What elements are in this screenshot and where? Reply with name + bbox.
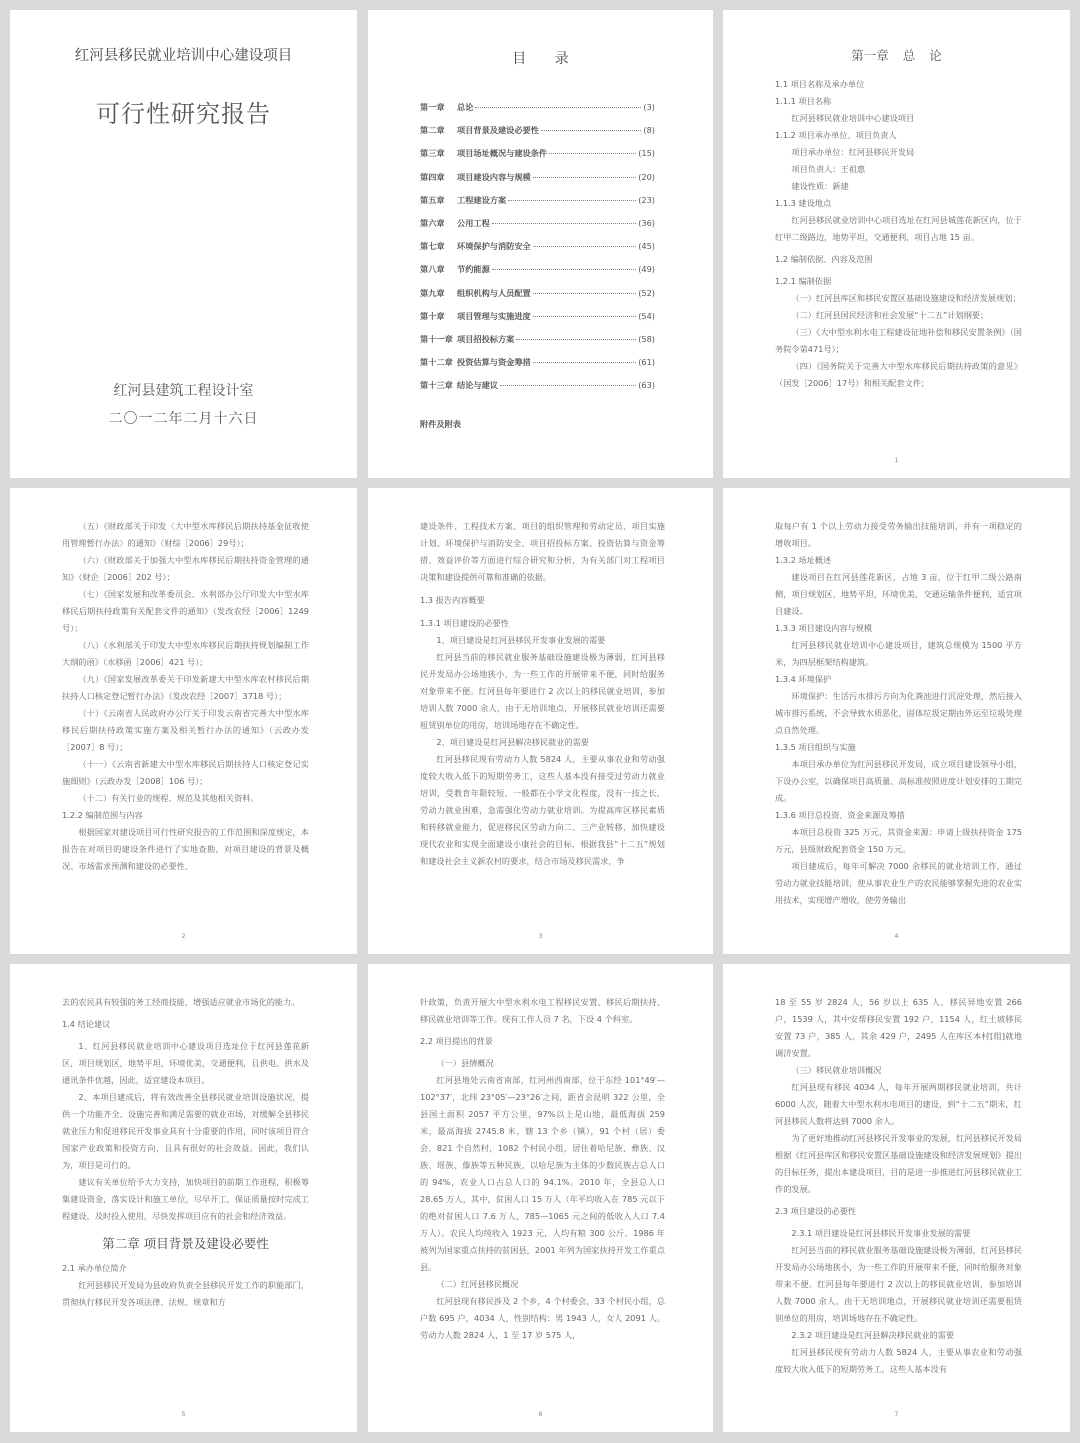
toc-leader-dots	[516, 339, 636, 340]
paragraph: 建设性质：新建	[791, 181, 849, 191]
toc-entry[interactable]	[420, 195, 655, 218]
toc-entry[interactable]	[420, 288, 655, 311]
paragraph: 建设项目在红河县莲花新区，占地 3 亩，位于红甲二级公路南侧，项目规划区，地势平坦，环境优美，交通运输条件便利，适宜项目建设。	[775, 572, 1022, 616]
paragraph: 1、项目建设是红河县移民开发事业发展的需要	[436, 635, 606, 645]
subsection-heading: 1.3.3 项目建设内容与规模	[775, 623, 873, 633]
toc-entry[interactable]	[420, 218, 655, 241]
page-number: 7	[894, 1410, 899, 1418]
toc-chapter-number: 第四章	[420, 171, 445, 182]
paragraph: 红河县移民就业培训中心建设项目，建筑总规模为 1500 平方米，为四层框架结构建筑。	[775, 640, 1022, 667]
page-number: 5	[181, 1410, 186, 1418]
page-body	[62, 994, 309, 1311]
page-number: 4	[894, 932, 899, 940]
toc-leader-dots	[500, 385, 636, 386]
paragraph: （五）《财政部关于印发〈大中型水库移民后期扶持基金征收使用管理暂行办法〉的通知》（财综［2006］29号）；	[62, 521, 309, 548]
paragraph: 为了更好地推动红河县移民开发事业的发展，红河县移民开发局根据《红河县库区和移民安置区基础设施建设和经济发展规划》提出的目标任务，提出本建设项目，目的是进一步推进红河县移民就业工作的发展。	[775, 1133, 1022, 1194]
subsection-heading: （三）移民就业培训概况	[791, 1065, 882, 1075]
toc-chapter-name: 投资估算与资金筹措	[457, 357, 531, 368]
page-body	[775, 76, 1022, 392]
toc-chapter-number: 第七章	[420, 241, 445, 252]
cover-title: 可行性研究报告	[96, 100, 271, 128]
toc-chapter-name: 环境保护与消防安全	[457, 241, 531, 252]
paragraph: 1、红河县移民就业培训中心建设项目选址位于红河县莲花新区，项目规划区，地势平坦，环境优美，交通便利，且供电、供水及通讯条件优越，因此，适宜建设本项目。	[62, 1041, 309, 1085]
toc-leader-dots	[533, 362, 636, 363]
report-page-4	[723, 488, 1070, 954]
paragraph: 红河县现有移民 4034 人，每年开展两期移民就业培训，共计 6000 人次，随着大中型水利水电项目的建设，到“十二五”期末，红河县移民人数将达到 7000 余人。	[775, 1082, 1022, 1126]
report-page-5	[10, 964, 357, 1432]
toc-title: 目 录	[512, 51, 581, 67]
toc-page-number: (15)	[638, 148, 655, 159]
paragraph: （六）《财政部关于加强大中型水库移民后期扶持资金管理的通知》（财企［2006］202 号）；	[62, 555, 309, 582]
paragraph: 项目建成后，每年可解决 7000 余移民的就业培训工作，通过劳动力就业技能培训，使从事农业生产的农民能够掌握先进的农业实用技术，实现增产增收，使劳务输出	[775, 861, 1022, 905]
toc-entry[interactable]	[420, 311, 655, 334]
toc-chapter-name: 组织机构与人员配置	[457, 287, 531, 298]
toc-page-number: (49)	[638, 264, 655, 275]
paragraph: 去的农民具有较强的务工经商技能，增强适应就业市场化的能力。	[62, 997, 300, 1007]
toc-chapter-number: 第一章	[420, 102, 445, 112]
section-heading: 1.3 报告内容概要	[420, 595, 485, 605]
toc-chapter-number: 第十一章	[420, 333, 453, 344]
chapter-title: 第一章 总 论	[851, 48, 942, 63]
paragraph: 红河县地处云南省南部，红河州西南部，位于东经 101°49′—102°37′，北纬 23°05′—23°26′之间，距省会昆明 322 公里，全县国土面积 2057 平方公里，97%以上是山地，最低海拔 259 米，最高海拔 2745.8 米，辖 13 个乡（镇），91 个村（居）委会，821 个自然村，1082 个村民小组，居住着哈尼族、彝族、汉族、瑶族、傣族等五种民族，以哈尼族为主体的少数民族占总人口的 94%，农业人口占总人口的 94.1%。2010 年，全县总人口 28.65 万人，其中，贫困人口 15 万人（年平均收入在 785 元以下的绝对贫困人口 7.6 万人，785—1065 元之间的低收入人口 7.4 万人）。农民人均纯收入 1923 元，人均有粮 300 公斤。1986 年被列为国家重点扶持的贫困县，2001 年列为国家扶持开发工作重点县。	[420, 1075, 665, 1272]
paragraph: 本项目承办单位为红河县移民开发局，成立项目建设领导小组，下设办公室，以确保项目高质量、高标准按照进度计划安排的工期完成。	[775, 759, 1022, 803]
paragraph: 环境保护：生活污水排污方向为化粪池进行沉淀处理，然后接入城市排污系统，不会导致水质恶化，固体垃圾定期由外运至垃圾处理点自然处理。	[775, 691, 1022, 735]
paragraph: （十一）《云南省新建大中型水库移民后期扶持人口核定登记实施细则》（云政办发［2008］106 号）；	[62, 759, 309, 786]
subsection-heading: 1.1.2 项目承办单位、项目负责人	[775, 130, 897, 140]
paragraph: 红河县当前的移民就业服务基础设施建设极为薄弱，红河县移民开发局办公场地狭小，为一些工作的开展带来不便，同时给服务对象带来不便。红河县每年要进行 2 次以上的移民就业培训，参加培训人数 7000 余人，由于无培训地点，开展移民就业培训还需要租赁别单位的用房，培训场地存在不确定性。	[775, 1245, 1022, 1323]
paragraph: 2、项目建设是红河县解决移民就业的需要	[436, 737, 589, 747]
toc-chapter-number: 第九章	[420, 287, 445, 298]
toc-page-number: (20)	[638, 171, 655, 182]
chapter-title: 第二章 项目背景及建设必要性	[102, 1236, 269, 1251]
paragraph: （八）《水利部关于印发大中型水库移民后期扶持规划编制工作大纲的函》（水移函［2006］421 号）；	[62, 640, 309, 667]
paragraph: 建议有关单位给予大力支持，加快项目的前期工作进程，积极筹集建设资金，落实设计和施工单位，尽早开工，保证质量按时完成工程建设，及时投入使用，尽快发挥项目应有的社会和经济效益。	[62, 1177, 309, 1221]
paragraph: 红河县移民开发局为县政府负责全县移民开发工作的职能部门，贯彻执行移民开发各项法律、法规、规章和方	[62, 1280, 309, 1307]
page-body	[62, 518, 309, 875]
subsection-heading: 1.3.4 环境保护	[775, 674, 832, 684]
subsection-heading: 1.3.6 项目总投资、资金来源及筹措	[775, 810, 905, 820]
subsection-heading: 2.3.2 项目建设是红河县解决移民就业的需要	[791, 1330, 955, 1340]
paragraph: 18 至 55 岁 2824 人，56 岁以上 635 人，移民异地安置 266 户，1539 人，其中安帮移民安置 192 户，1154 人，红土坡移民安置 73 户，385 人，其余 429 户，2495 人在库区本村[组]就地调济安置。	[775, 997, 1022, 1058]
subsection-heading: （二）红河县移民概况	[436, 1279, 519, 1289]
toc-page-number: (45)	[638, 241, 655, 252]
subsection-heading: 1.3.5 项目组织与实施	[775, 742, 856, 752]
section-heading: 2.3 项目建设的必要性	[775, 1206, 857, 1216]
toc-page-number: (52)	[638, 287, 655, 298]
toc-chapter-name: 项目管理与实施进度	[457, 310, 531, 321]
toc-leader-dots	[549, 153, 636, 154]
paragraph: （七）《国家发展和改革委员会、水利部办公厅印发大中型水库移民后期扶持政策有关配套文件的通知》（发改农经［2006］1249 号）；	[62, 589, 309, 633]
toc-entry[interactable]	[420, 334, 655, 357]
toc-chapter-number: 第三章	[420, 148, 445, 159]
toc-entry[interactable]	[420, 357, 655, 380]
toc-entry[interactable]	[420, 125, 655, 148]
page-number: 2	[181, 932, 186, 940]
paragraph: （一）红河县库区和移民安置区基础设施建设和经济发展规划；	[791, 293, 1021, 303]
toc-page-number: (36)	[638, 217, 655, 228]
paragraph: 2、本项目建成后，将有效改善全县移民就业培训设施状况，提供一个功能齐全、设施完善和满足需要的就业市场，对缓解全县移民就业压力和促进移民开发事业具有十分重要的作用，同时该项目符合国家产业政策和投资方向，且具有很好的社会效益。因此，我们认为，项目是可行的。	[62, 1092, 309, 1170]
toc-chapter-number: 第二章	[420, 125, 445, 136]
toc-chapter-number: 第十三章	[420, 380, 453, 391]
toc-page-number: (63)	[638, 380, 655, 391]
paragraph: （十）《云南省人民政府办公厅关于印发云南省完善大中型水库移民后期扶持政策实施方案及相关暂行办法的通知》（云政办发［2007］8 号）；	[62, 708, 309, 752]
report-page-6	[368, 964, 713, 1432]
toc-leader-dots	[533, 246, 636, 247]
toc-page-number: (58)	[638, 333, 655, 344]
toc-chapter-name: 项目背景及建设必要性	[457, 125, 539, 136]
section-heading: 2.2 项目提出的背景	[420, 1036, 493, 1046]
subsection-heading: 2.3.1 项目建设是红河县移民开发事业发展的需要	[791, 1228, 971, 1238]
toc-chapter-number: 第五章	[420, 194, 445, 205]
toc-chapter-name: 项目场址概况与建设条件	[457, 148, 548, 159]
report-page-2	[10, 488, 357, 954]
paragraph: 取每户有 1 个以上劳动力接受劳务输出技能培训，并有一项稳定的增收项目。	[775, 521, 1022, 548]
page-number: 1	[894, 456, 899, 464]
toc-page-number: (8)	[643, 125, 655, 136]
report-page-7	[723, 964, 1070, 1432]
page-number: 3	[538, 932, 543, 940]
subsection-heading: 1.3.2 场址概述	[775, 555, 832, 565]
toc-chapter-name: 结论与建议	[457, 380, 498, 391]
toc-entry[interactable]	[420, 241, 655, 264]
toc-leader-dots	[541, 130, 642, 131]
paragraph: 红河县移民就业培训中心建设项目	[791, 113, 915, 123]
paragraph: 红河县当前的移民就业服务基础设施建设极为薄弱，红河县移民开发局办公场地狭小，为一些工作的开展带来不便，同时给服务对象带来不便。红河县每年要进行 2 次以上的移民就业培训，参加培训人数 7000 余人，由于无培训地点，开展移民就业培训还需要租赁别单位的用房，培训场地存在不确定性。	[420, 652, 665, 730]
toc-leader-dots	[533, 293, 636, 294]
cover-date: 二〇一二年二月十六日	[108, 411, 259, 427]
toc-chapter-number: 第八章	[420, 264, 445, 275]
toc-leader-dots	[492, 269, 636, 270]
toc-page	[368, 10, 713, 478]
toc-page-number: (61)	[638, 357, 655, 368]
paragraph: （二）红河县国民经济和社会发展“十二五”计划纲要；	[791, 310, 989, 320]
subsection-heading: 1.1.3 建设地点	[775, 198, 832, 208]
toc-leader-dots	[475, 107, 641, 108]
paragraph: （十二）有关行业的规程、规范及其他相关资料。	[78, 793, 259, 803]
toc-chapter-number: 第十二章	[420, 357, 453, 368]
toc-page-number: (54)	[638, 310, 655, 321]
page-body	[775, 518, 1022, 909]
page-body	[420, 518, 665, 870]
cover-project-name: 红河县移民就业培训中心建设项目	[74, 48, 293, 64]
toc-chapter-name: 项目招投标方案	[457, 333, 515, 344]
section-heading: 1.2 编制依据、内容及范围	[775, 254, 873, 264]
paragraph: （四）《国务院关于完善大中型水库移民后期扶持政策的意见》（国发［2006］17号）和相关配套文件；	[775, 361, 1022, 388]
toc-chapter-name: 工程建设方案	[457, 194, 507, 205]
subsection-heading: 1.3.1 项目建设的必要性	[420, 618, 509, 628]
subsection-heading: 1.1.1 项目名称	[775, 96, 832, 106]
paragraph: 根据国家对建设项目可行性研究报告的工作范围和深度规定，本报告在对项目的建设条件进行了实地查勘，对项目建设的背景及概况、市场需求预测和建设的必要性、	[62, 827, 309, 871]
toc-chapter-name: 总论	[457, 102, 474, 112]
toc-leader-dots	[492, 223, 636, 224]
paragraph: 建设条件、工程技术方案、项目的组织管理和劳动定员、项目实施计划、环境保护与消防安全、项目招投标方案、投资估算与资金筹措、效益评价等方面进行综合研究和分析，为有关部门对工程项目决策和建设提供可靠和准确的依据。	[420, 521, 665, 582]
section-heading: 2.1 承办单位简介	[62, 1263, 127, 1273]
page-number: 6	[538, 1410, 543, 1418]
paragraph: 红河县现有移民涉及 2 个乡，4 个村委会，33 个村民小组，总户数 695 户，4034 人，性别结构：男 1943 人，女人 2091 人。劳动力人数 2824 人，1 至 17 岁 575 人，	[420, 1296, 665, 1340]
toc-chapter-name: 公用工程	[457, 217, 490, 228]
page-body	[420, 994, 665, 1344]
paragraph: （三）《大中型水利水电工程建设征地补偿和移民安置条例》（国务院令第471号）；	[775, 327, 1022, 354]
toc-leader-dots	[508, 200, 636, 201]
subsection-heading: （一）县情概况	[436, 1058, 494, 1068]
toc-chapter-number: 第十章	[420, 310, 445, 321]
report-page-1	[723, 10, 1070, 478]
section-heading: 1.1 项目名称及承办单位	[775, 79, 865, 89]
paragraph: （九）《国家发展改革委关于印发新建大中型水库农村移民后期扶持人口核定登记暂行办法》（发改农经［2007］3718 号）；	[62, 674, 309, 701]
paragraph: 本项目总投资 325 万元，其资金来源：申请上级扶持资金 175 万元，县级财政配套资金 150 万元。	[775, 827, 1022, 854]
toc-entry[interactable]	[420, 172, 655, 195]
toc-leader-dots	[533, 177, 636, 178]
toc-chapter-name: 节约能源	[457, 264, 490, 275]
toc-list	[420, 102, 655, 403]
subsection-heading: 1.2.2 编制范围与内容	[62, 810, 143, 820]
section-heading: 1.4 结论建议	[62, 1019, 111, 1029]
toc-entry[interactable]	[420, 380, 655, 403]
paragraph: 针政策，负责开展大中型水利水电工程移民安置、移民后期扶持、移民就业培训等工作。现有工作人员 7 名，下设 4 个科室。	[420, 997, 665, 1024]
toc-leader-dots	[533, 316, 636, 317]
cover-organization: 红河县建筑工程设计室	[113, 383, 254, 399]
toc-chapter-number: 第六章	[420, 217, 445, 228]
subsection-heading: 1.2.1 编制依据	[775, 276, 832, 286]
toc-entry[interactable]	[420, 148, 655, 171]
page-body	[775, 994, 1022, 1378]
toc-appendix: 附件及附表	[420, 419, 461, 429]
paragraph: 项目负责人：王祖惠	[791, 164, 866, 174]
toc-entry[interactable]	[420, 264, 655, 287]
paragraph: 红河县移民现有劳动力人数 5824 人，主要从事农业和劳动强度较大收入低下的短期劳务工，这些人基本没有接受过劳动力就业培训，受教育年限较短，一般都在小学文化程度，没有一技之长，劳动力就业困难，急需强化劳动力就业培训。为提高库区移民素质和转移就业能力，促进移民区劳动力向二、三产业转移，加快建设现代农业和实现全面建设小康社会的目标，根据我县“十二五”规划和建设社会主义新农村的要求，结合市场及移民需求，争	[420, 754, 665, 866]
cover-page	[10, 10, 357, 478]
toc-page-number: (23)	[638, 194, 655, 205]
paragraph: 红河县移民现有劳动力人数 5824 人，主要从事农业和劳动强度较大收入低下的短期劳务工，这些人基本没有	[775, 1347, 1022, 1374]
toc-page-number: (3)	[643, 102, 655, 112]
paragraph: 红河县移民就业培训中心项目选址在红河县城莲花新区内，位于红甲二级路边，地势平坦，交通便利，项目占地 15 亩。	[775, 215, 1022, 242]
report-page-3	[368, 488, 713, 954]
paragraph: 项目承办单位：红河县移民开发局	[791, 147, 915, 157]
toc-chapter-name: 项目建设内容与规模	[457, 171, 531, 182]
toc-entry[interactable]	[420, 102, 655, 125]
